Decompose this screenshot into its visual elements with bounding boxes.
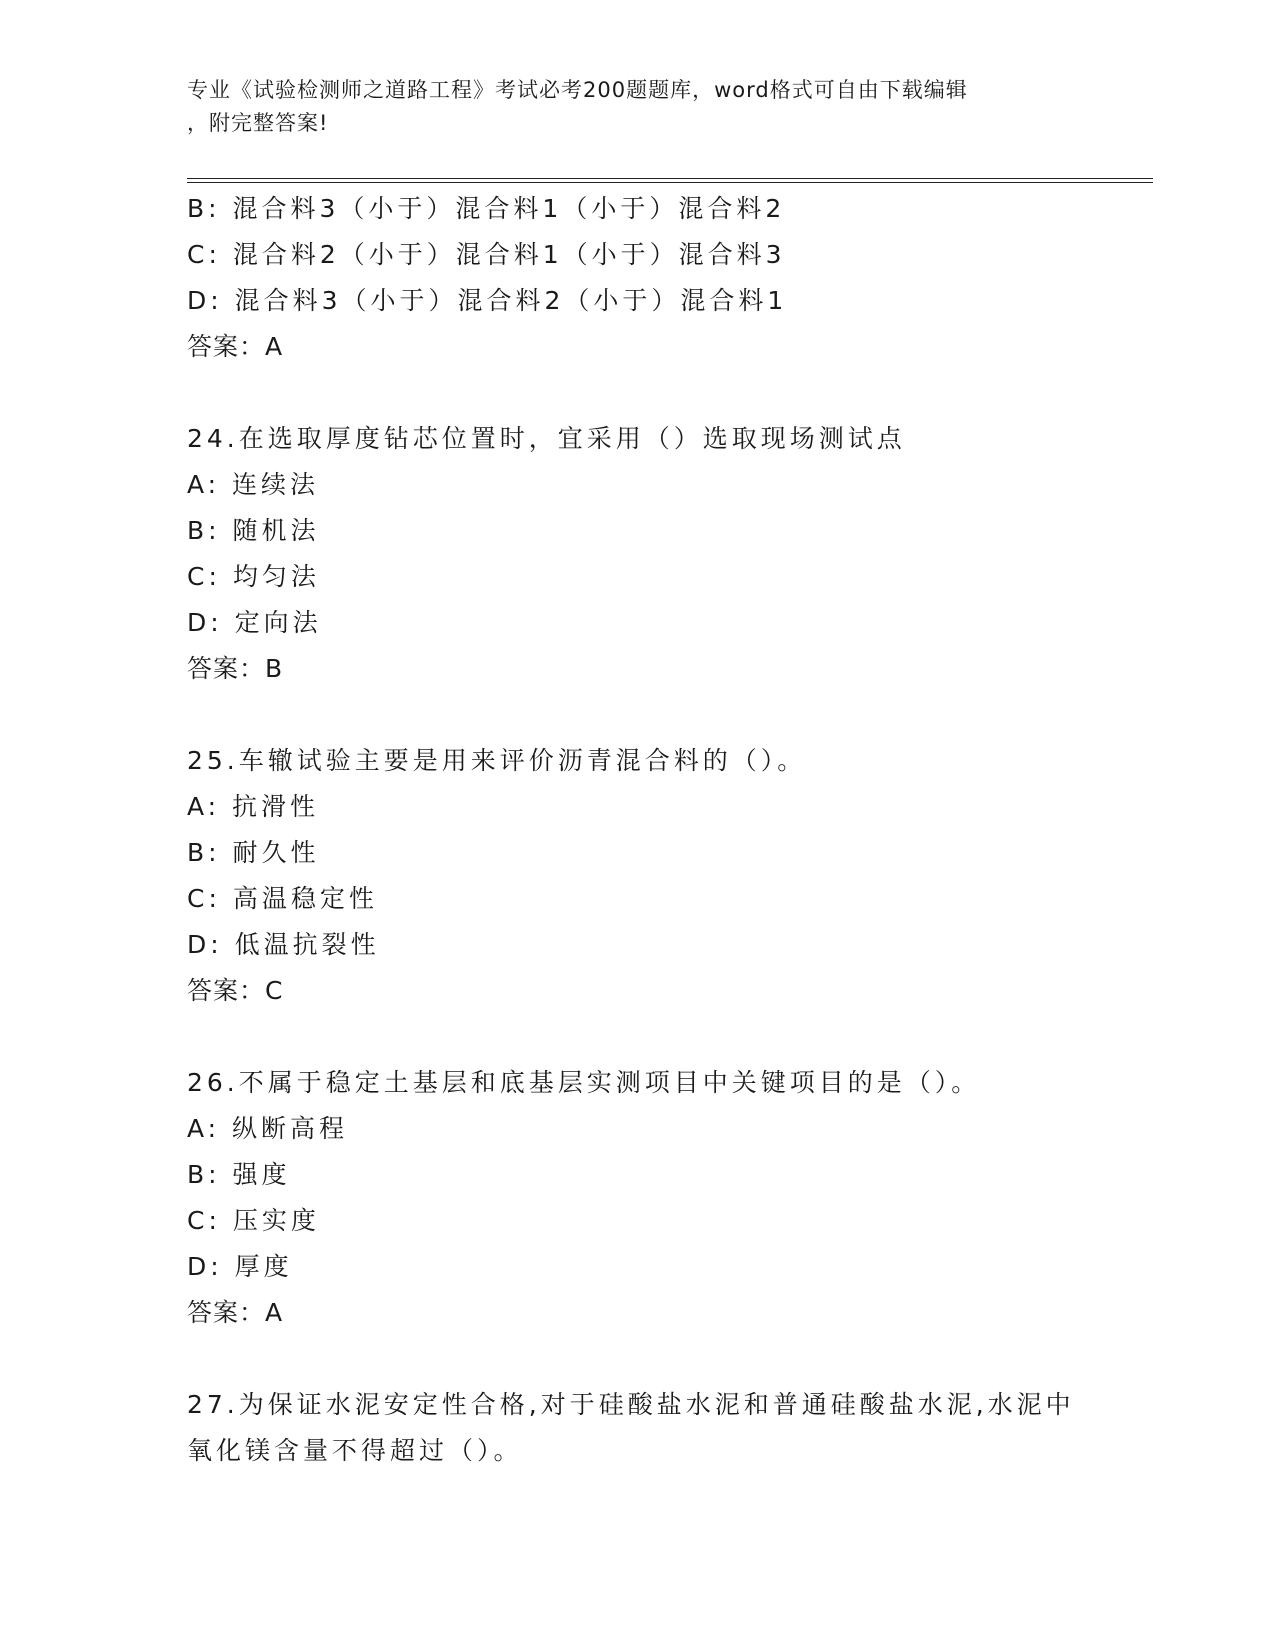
header-divider-top bbox=[187, 178, 1153, 179]
option-b: B: 随机法 bbox=[187, 516, 320, 545]
option-d: D: 定向法 bbox=[187, 608, 322, 637]
header-line-1: 专业《试验检测师之道路工程》考试必考200题题库，word格式可自由下载编辑 bbox=[187, 78, 968, 102]
answer-line: 答案：C bbox=[187, 976, 284, 1005]
spacer bbox=[187, 1014, 1153, 1060]
spacer bbox=[187, 370, 1153, 416]
option-d: D: 低温抗裂性 bbox=[187, 930, 380, 959]
option-a: A: 抗滑性 bbox=[187, 792, 320, 821]
option-c: C: 高温稳定性 bbox=[187, 884, 378, 913]
question-24 bbox=[187, 416, 1153, 692]
question-list bbox=[187, 186, 1153, 1474]
question-stem-line-1: 27.为保证水泥安定性合格,对于硅酸盐水泥和普通硅酸盐水泥,水泥中 bbox=[187, 1390, 1075, 1419]
answer-line: 答案：A bbox=[187, 332, 284, 361]
option-b: B: 耐久性 bbox=[187, 838, 320, 867]
answer-line: 答案：A bbox=[187, 1298, 284, 1327]
option-d: D: 混合料3（小于）混合料2（小于）混合料1 bbox=[187, 286, 788, 315]
option-d: D: 厚度 bbox=[187, 1252, 293, 1281]
option-b: B: 强度 bbox=[187, 1160, 291, 1189]
question-stem: 25.车辙试验主要是用来评价沥青混合料的（）。 bbox=[187, 746, 807, 775]
question-27 bbox=[187, 1382, 1153, 1474]
spacer bbox=[187, 1336, 1153, 1382]
option-c: C: 均匀法 bbox=[187, 562, 320, 591]
option-c: C: 混合料2（小于）混合料1（小于）混合料3 bbox=[187, 240, 786, 269]
document-header bbox=[187, 74, 1067, 140]
header-divider-bottom bbox=[187, 182, 1153, 183]
question-stem-line-2: 氧化镁含量不得超过（）。 bbox=[187, 1436, 523, 1465]
answer-line: 答案：B bbox=[187, 654, 284, 683]
option-c: C: 压实度 bbox=[187, 1206, 320, 1235]
question-stem: 26.不属于稳定土基层和底基层实测项目中关键项目的是（）。 bbox=[187, 1068, 981, 1097]
header-line-2: ，附完整答案! bbox=[187, 111, 329, 135]
option-a: A: 连续法 bbox=[187, 470, 320, 499]
question-23-continued bbox=[187, 186, 1153, 370]
option-a: A: 纵断高程 bbox=[187, 1114, 349, 1143]
question-25 bbox=[187, 738, 1153, 1014]
question-26 bbox=[187, 1060, 1153, 1336]
question-stem: 24.在选取厚度钻芯位置时，宜采用（）选取现场测试点 bbox=[187, 424, 906, 453]
spacer bbox=[187, 692, 1153, 738]
option-b: B: 混合料3（小于）混合料1（小于）混合料2 bbox=[187, 194, 786, 223]
